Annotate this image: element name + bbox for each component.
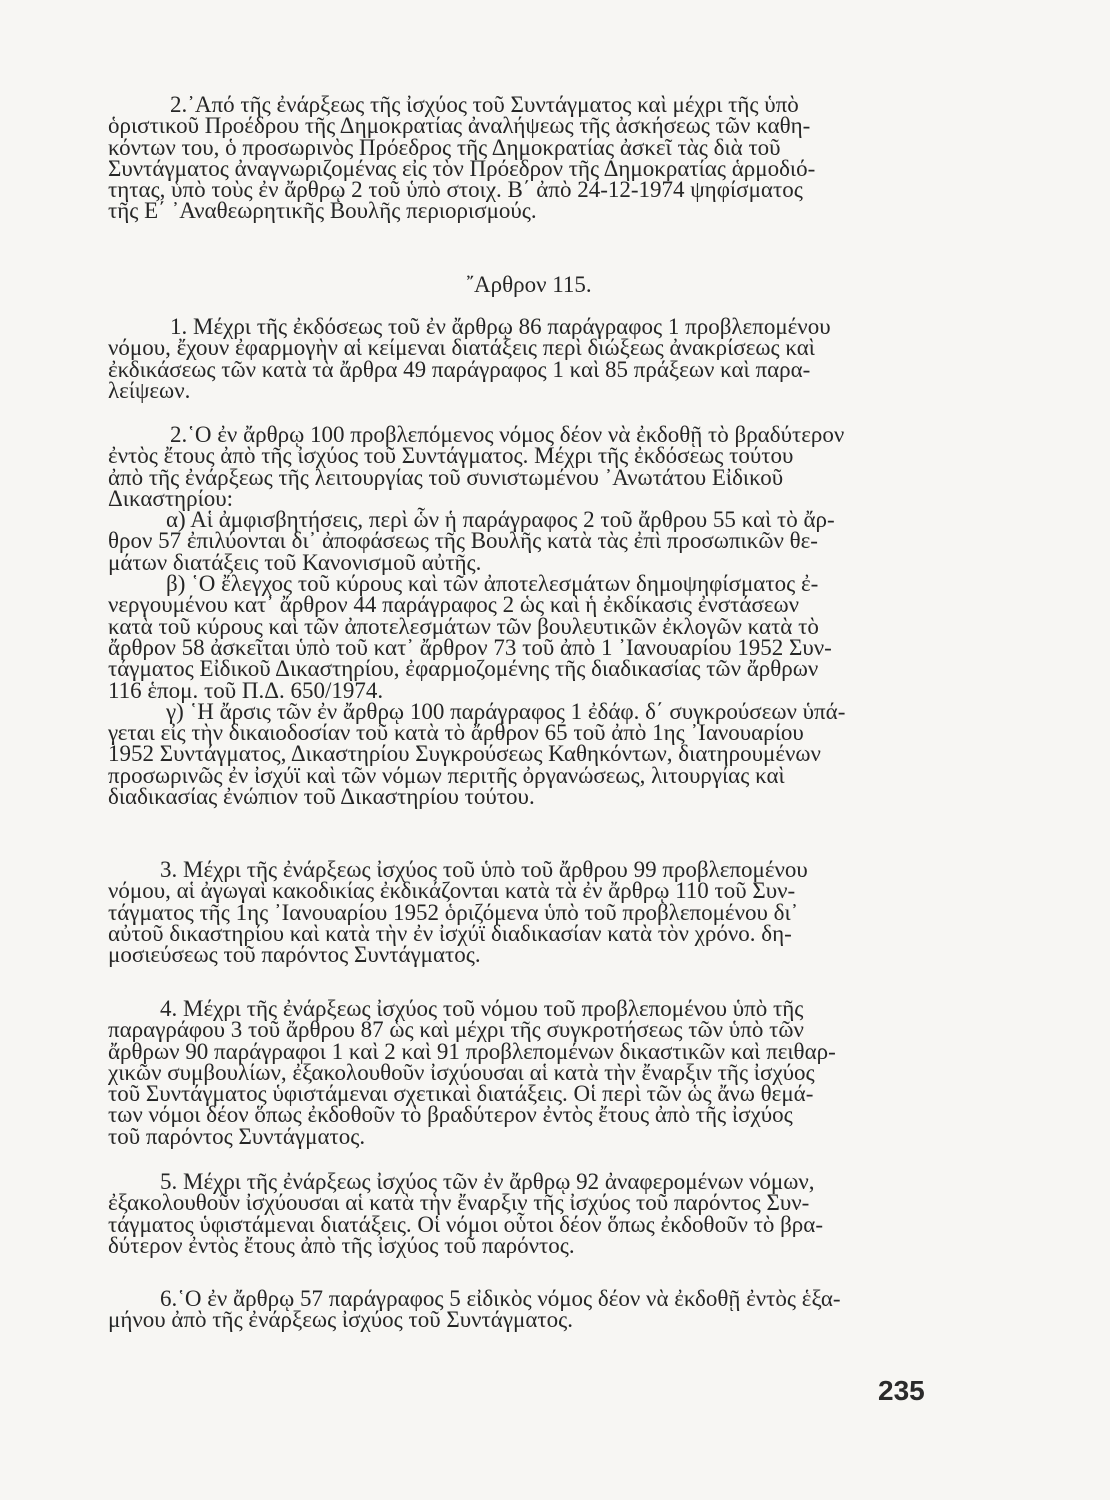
text-line: λείψεων. <box>108 377 191 403</box>
text-line: χικῶν συμβουλίων, ἐξακολουθοῦν ἰσχύουσαι αἱ κατὰ τὴν ἔναρξιν τῆς ἰσχύος <box>108 1059 815 1085</box>
text-line: 3. Μέχρι τῆς ἐνάρξεως ἰσχύος τοῦ ὑπὸ τοῦ ἄρθρου 99 προβλεπομένου <box>160 857 808 882</box>
text-line: ἐκδικάσεως τῶν κατὰ τὰ ἄρθρα 49 παράγραφος 1 καὶ 85 πράξεων καὶ παρα- <box>108 356 811 382</box>
text-line: κόντων του, ὁ προσωρινὸς Πρόεδρος τῆς Δημοκρατίας ἀσκεῖ τὰς διὰ τοῦ <box>108 134 781 160</box>
text-line: των νόμοι δέον ὅπως ἐκδοθοῦν τὸ βραδύτερον ἐντὸς ἔτους ἀπὸ τῆς ἰσχύος <box>108 1102 793 1128</box>
paragraph-4 <box>108 998 950 1147</box>
text-line: ὁριστικοῦ Προέδρου τῆς Δημοκρατίας ἀναλήψεως τῆς ἀσκήσεως τῶν καθη- <box>108 113 811 139</box>
text-line: 1952 Συντάγματος, Δικαστηρίου Συγκρούσεως Καθηκόντων, διατηρουμένων <box>108 741 821 767</box>
text-line: νόμου, ἔχουν ἐφαρμογὴν αἱ κείμεναι διατάξεις περὶ διώξεως ἀνακρίσεως καὶ <box>108 335 815 361</box>
text-line: Συντάγματος ἀναγνωριζομένας εἰς τὸν Πρόεδρον τῆς Δημοκρατίας ἁρμοδιό- <box>108 155 816 181</box>
text-line: τάγματος τῆς 1ης ᾿Ιανουαρίου 1952 ὁριζόμενα ὑπὸ τοῦ προβλεπομένου δι᾿ <box>108 899 799 925</box>
page-number: 235 <box>878 1375 925 1406</box>
text-line: νεργουμένου κατ᾿ ἄρθρον 44 παράγραφος 2 ὡς καὶ ἡ ἐκδίκασις ἐνστάσεων <box>108 592 800 618</box>
paragraph-1 <box>108 316 950 401</box>
text-line: αὐτοῦ δικαστηρίου καὶ κατὰ τὴν ἐν ἰσχύϊ διαδικασίαν κατὰ τὸν χρόνο. δη- <box>108 920 792 946</box>
text-line: τάγματος Εἰδικοῦ Δικαστηρίου, ἐφαρμοζομένης τῆς διαδικασίας τῶν ἄρθρων <box>108 656 819 682</box>
text-line: 6.῾Ο ἐν ἄρθρῳ 57 παράγραφος 5 εἰδικὸς νόμος δέον νὰ ἐκδοθῇ ἐντὸς ἑξα- <box>160 1286 841 1311</box>
text-line: τῆς Ε΄ ᾿Αναθεωρητικῆς Βουλῆς περιορισμούς. <box>108 198 537 224</box>
text-line: 2.῾Ο ἐν ἄρθρῳ 100 προβλεπόμενος νόμος δέον νὰ ἐκδοθῇ τὸ βραδύτερον <box>170 422 845 447</box>
item-gamma: γ) ῾Η ἄρσις τῶν ἐν ἄρθρῳ 100 παράγραφος 1 ἐδάφ. δ΄ συγκρούσεων ὑπά- <box>166 698 846 724</box>
paragraph-6 <box>108 1288 950 1331</box>
text-line: μάτων διατάξεις τοῦ Κανονισμοῦ αὐτῆς. <box>108 549 482 575</box>
text-line: 116 ἑπομ. τοῦ Π.Δ. 650/1974. <box>108 677 384 703</box>
text-line: διαδικασίας ἐνώπιον τοῦ Δικαστηρίου τούτου. <box>108 784 535 810</box>
intro-paragraph <box>108 94 950 222</box>
text-line: θρον 57 ἐπιλύονται δι᾿ ἀποφάσεως τῆς Βουλῆς κατὰ τὰς ἐπὶ προσωπικῶν θε- <box>108 528 818 554</box>
text-line: ἄρθρων 90 παράγραφοι 1 καὶ 2 καὶ 91 προβλεπομένων δικαστικῶν καὶ πειθαρ- <box>108 1038 836 1064</box>
text-line: μήνου ἀπὸ τῆς ἐνάρξεως ἰσχύος τοῦ Συντάγματος. <box>108 1307 573 1333</box>
text-line: τητας, ὑπὸ τοὺς ἐν ἄρθρῳ 2 τοῦ ὑπὸ στοιχ. Β΄ ἀπὸ 24-12-1974 ψηφίσματος <box>108 177 803 203</box>
text-line: τοῦ Συντάγματος ὑφιστάμεναι σχετικαὶ διατάξεις. Οἱ περὶ τῶν ὡς ἄνω θεμά- <box>108 1081 814 1107</box>
text-line: 2.᾿Από τῆς ἐνάρξεως τῆς ἰσχύος τοῦ Συντάγματος καὶ μέχρι τῆς ὑπὸ <box>170 92 799 117</box>
text-line: παραγράφου 3 τοῦ ἄρθρου 87 ὡς καὶ μέχρι τῆς συγκροτήσεως τῶν ὑπὸ τῶν <box>108 1017 804 1043</box>
item-alpha: α) Αἱ ἀμφισβητήσεις, περὶ ὧν ἡ παράγραφος 2 τοῦ ἄρθρου 55 καὶ τὸ ἄρ- <box>166 507 835 533</box>
text-line: Δικαστηρίου: <box>108 485 234 511</box>
item-beta: β) ῾Ο ἔλεγχος τοῦ κύρους καὶ τῶν ἀποτελεσμάτων δημοψηφίσματος ἐ- <box>166 571 819 597</box>
text-line: 5. Μέχρι τῆς ἐνάρξεως ἰσχύος τῶν ἐν ἄρθρῳ 92 ἀναφερομένων νόμων, <box>160 1169 815 1194</box>
text-line: δύτερον ἐντὸς ἔτους ἀπὸ τῆς ἰσχύος τοῦ παρόντος. <box>108 1232 575 1258</box>
text-line: τάγματος ὑφιστάμεναι διατάξεις. Οἱ νόμοι οὗτοι δέον ὅπως ἐκδοθοῦν τὸ βρα- <box>108 1211 823 1237</box>
paragraph-2 <box>108 422 950 810</box>
text-line: 4. Μέχρι τῆς ἐνάρξεως ἰσχύος τοῦ νόμου τοῦ προβλεπομένου ὑπὸ τῆς <box>160 996 804 1021</box>
text-line: ἄρθρον 58 ἀσκεῖται ὑπὸ τοῦ κατ᾿ ἄρθρον 73 τοῦ ἀπὸ 1 ᾿Ιανουαρίου 1952 Συν- <box>108 634 832 660</box>
paragraph-3 <box>108 857 950 968</box>
paragraph-5 <box>108 1171 950 1256</box>
text-line: κατὰ τοῦ κύρους καὶ τῶν ἀποτελεσμάτων τῶν βουλευτικῶν ἐκλογῶν κατὰ τὸ <box>108 613 819 639</box>
text-line: προσωρινῶς ἐν ἰσχύϊ καὶ τῶν νόμων περιτῆς ὀργανώσεως, λιτουργίας καὶ <box>108 762 785 788</box>
text-line: νόμου, αἱ ἀγωγαὶ κακοδικίας ἐκδικάζονται κατὰ τὰ ἐν ἄρθρῳ 110 τοῦ Συν- <box>108 878 796 904</box>
text-line: ἐξακολουθοῦν ἰσχύουσαι αἱ κατὰ τὴν ἔναρξιν τῆς ἰσχύος τοῦ παρόντος Συν- <box>108 1190 810 1216</box>
text-line: ἐντὸς ἔτους ἀπὸ τῆς ἰσχύος τοῦ Συντάγματος. Μέχρι τῆς ἐκδόσεως τούτου <box>108 443 794 469</box>
text-line: 1. Μέχρι τῆς ἐκδόσεως τοῦ ἐν ἄρθρῳ 86 παράγραφος 1 προβλεπομένου <box>170 314 831 339</box>
text-line: γεται εἰς τὴν δικαιοδοσίαν τοῦ κατὰ τὸ ἄρθρον 65 τοῦ ἀπὸ 1ης ᾿Ιανουαρίου <box>108 720 804 746</box>
text-line: μοσιεύσεως τοῦ παρόντος Συντάγματος. <box>108 942 481 968</box>
text-line: ἀπὸ τῆς ἐνάρξεως τῆς λειτουργίας τοῦ συνιστωμένου ᾿Ανωτάτου Εἰδικοῦ <box>108 464 784 490</box>
text-line: τοῦ παρόντος Συντάγματος. <box>108 1123 366 1149</box>
article-heading: ῎Αρθρον 115. <box>466 272 592 297</box>
